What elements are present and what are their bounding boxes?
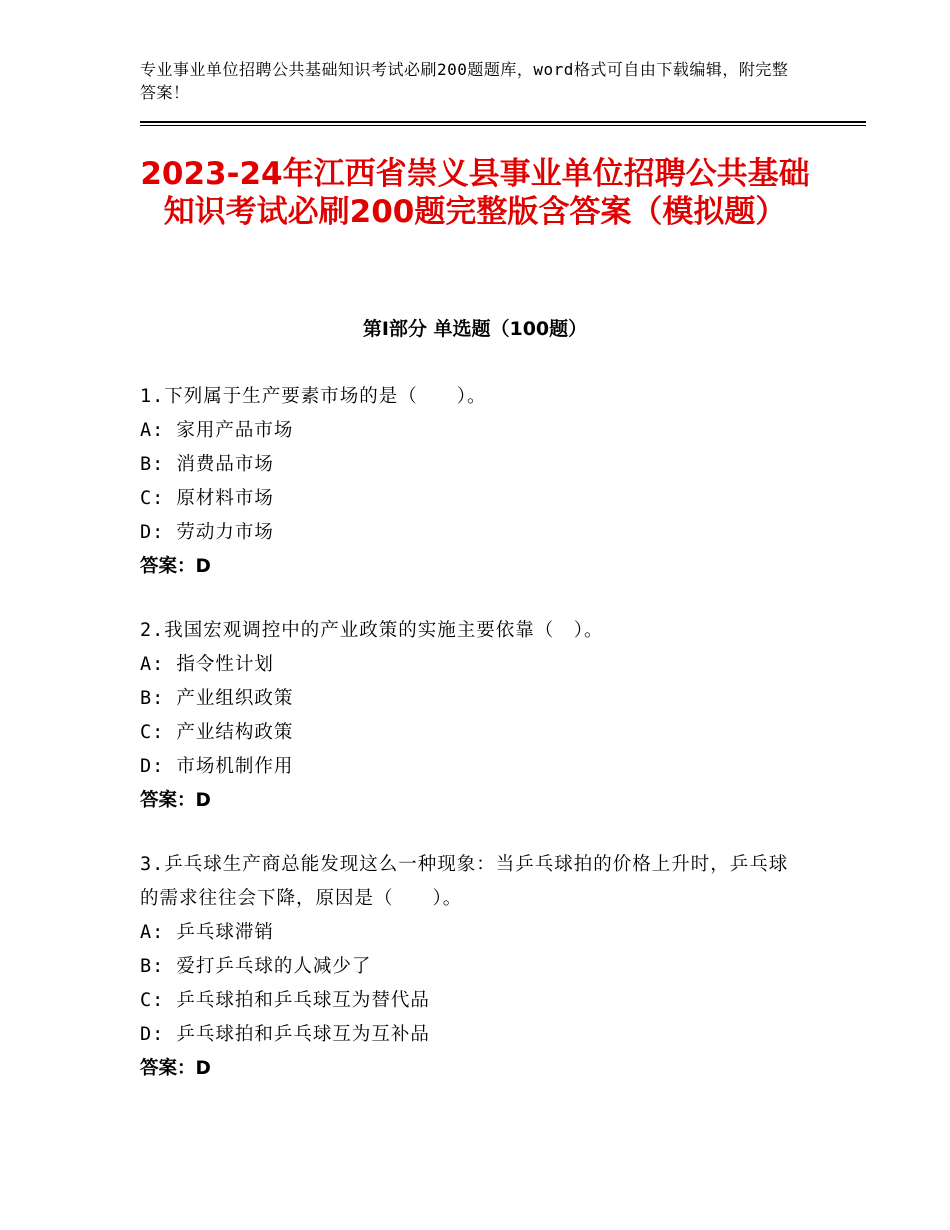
- option-a: A: 指令性计划: [140, 654, 274, 675]
- answer: 答案：D: [140, 790, 211, 811]
- option-d: D: 市场机制作用: [140, 756, 294, 777]
- question-2: [140, 614, 800, 818]
- option-c: C: 产业结构政策: [140, 722, 294, 743]
- question-list: [140, 380, 800, 1116]
- answer: 答案：D: [140, 556, 211, 577]
- option-b: B: 产业组织政策: [140, 688, 294, 709]
- option-d: D: 乒乓球拍和乒乓球互为互补品: [140, 1024, 430, 1045]
- question-3: [140, 848, 800, 1086]
- option-d: D: 劳动力市场: [140, 522, 274, 543]
- option-b: B: 爱打乒乓球的人减少了: [140, 956, 372, 977]
- option-c: C: 乒乓球拍和乒乓球互为替代品: [140, 990, 430, 1011]
- header-note: 专业事业单位招聘公共基础知识考试必刷200题题库，word格式可自由下载编辑，附完整答案！: [140, 60, 789, 102]
- question-1: [140, 380, 800, 584]
- header-divider-thick: [140, 121, 866, 123]
- document-title: 2023-24年江西省崇义县事业单位招聘公共基础知识考试必刷200题完整版含答案（模拟题）: [140, 156, 810, 230]
- header-divider-thin: [140, 125, 866, 126]
- section-heading: 第Ⅰ部分 单选题（100题）: [362, 318, 588, 340]
- option-a: A: 家用产品市场: [140, 420, 294, 441]
- question-stem: 1.下列属于生产要素市场的是（ ）。: [140, 386, 487, 407]
- option-b: B: 消费品市场: [140, 454, 274, 475]
- option-c: C: 原材料市场: [140, 488, 274, 509]
- question-stem: 3.乒乓球生产商总能发现这么一种现象：当乒乓球拍的价格上升时，乒乓球的需求往往会下降，原因是（ ）。: [140, 854, 789, 909]
- option-a: A: 乒乓球滞销: [140, 922, 274, 943]
- answer: 答案：D: [140, 1058, 211, 1079]
- question-stem: 2.我国宏观调控中的产业政策的实施主要依靠（ ）。: [140, 620, 604, 641]
